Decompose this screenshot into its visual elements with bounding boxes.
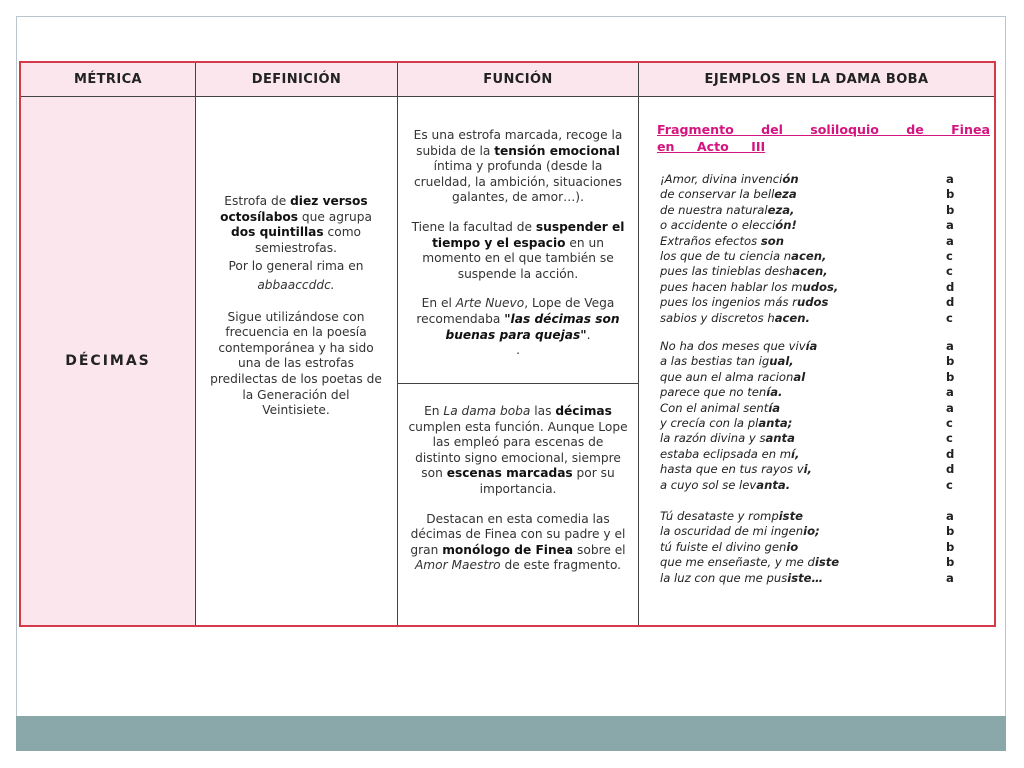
rhyme-letter: c (946, 249, 953, 263)
footer-band (16, 716, 1006, 751)
rhyme-letter: a (946, 570, 954, 585)
rhyme-letter: a (946, 218, 954, 233)
header-definicion: DEFINICIÓN (196, 63, 397, 96)
poem-line: que aun el alma racional (660, 369, 806, 384)
poem-line: Tú desataste y rompiste (660, 509, 803, 523)
poem-line: pues hacen hablar los mudos, (660, 279, 839, 294)
poem-line: estaba eclipsada en mí, (660, 446, 800, 461)
rhyme-letter: d (946, 446, 955, 461)
poem-line: y crecía con la planta; (660, 416, 793, 430)
poem-line: pues los ingenios más rudos (660, 295, 829, 310)
poem-line: No ha dos meses que vivía (660, 339, 818, 353)
poem-line: la razón divina y santa (660, 431, 795, 446)
column-divider-2 (397, 63, 398, 625)
rhyme-letter: a (946, 509, 954, 523)
funcion-divider (397, 383, 638, 384)
funcion-bottom-p1: En La dama boba las décimas cumplen esta función. Aunque Lope las empleó para escenas de distinto signo emocional, siempre son escenas marcadas por su importancia. (408, 404, 628, 496)
poem-line: sabios y discretos hacen. (660, 310, 810, 325)
definicion-p2: Por lo general rima en (228, 259, 364, 274)
poem-line: a las bestias tan igual, (660, 354, 794, 369)
rhyme-letter: b (946, 555, 955, 570)
rhyme-letter: d (946, 462, 955, 477)
rhyme-letter: d (946, 279, 955, 294)
funcion-bottom-cell (408, 404, 628, 574)
definicion-p1: Estrofa de diez versos octosílabos que agrupa dos quintillas como semiestrofas. (220, 194, 372, 255)
rhyme-letter: a (946, 385, 954, 400)
poem-line: Con el animal sentía (660, 400, 781, 415)
rhyme-letter: b (946, 369, 955, 384)
rhyme-letter: c (946, 264, 953, 279)
definicion-cell (208, 194, 384, 419)
rhyme-letter: b (946, 524, 955, 539)
poem-line: o accidente o elección! (660, 218, 797, 233)
rhyme-letter: c (946, 310, 953, 325)
rhyme-letter: c (946, 431, 953, 446)
header-metrica: MÉTRICA (21, 63, 195, 96)
rhyme-letter: b (946, 539, 955, 554)
poem-line: ¡Amor, divina invención (660, 172, 799, 186)
poem-line: los que de tu ciencia nacen, (660, 249, 827, 263)
poem-line: hasta que en tus rayos vi, (660, 462, 812, 477)
rhyme-letter: d (946, 295, 955, 310)
poem-line: que me enseñaste, y me diste (660, 555, 840, 570)
poem-line: tú fuiste el divino genio (660, 539, 799, 554)
rhyme-letter: c (946, 477, 953, 492)
rhyme-letter: b (946, 202, 955, 217)
poem-line: Extraños efectos son (660, 233, 784, 248)
definicion-p4: Sigue utilizándose con frecuencia en la poesía contemporánea y ha sido una de las estrofas predilectas de los poetas de la Generación del Veintisiete. (210, 309, 382, 418)
rhyme-letter: c (946, 416, 953, 430)
funcion-top-p2: Tiene la facultad de suspender el tiempo y el espacio en un momento en el que también se suspende la acción. (411, 219, 625, 281)
funcion-bottom-p2: Destacan en esta comedia las décimas de Finea con su padre y el gran monólogo de Finea sobre el Amor Maestro de este fragmento. (410, 511, 626, 573)
funcion-top-cell (408, 128, 628, 359)
rhyme-letter: b (946, 354, 955, 369)
funcion-top-p3: En el Arte Nuevo, Lope de Vega recomendaba "las décimas son buenas para quejas". (416, 296, 620, 342)
poem-line: de conservar la belleza (660, 187, 797, 202)
column-divider-1 (195, 63, 196, 625)
funcion-top-p1: Es una estrofa marcada, recoge la subida de la tensión emocional íntima y profunda (desde la crueldad, la ambición, situaciones galantes, de amor…). (413, 128, 623, 205)
fragment-title: Fragmento del soliloquio de Finea en Acto III (657, 122, 990, 154)
funcion-top-p4: . (516, 343, 520, 358)
poem-line: la luz con que me pusiste… (660, 570, 824, 585)
header-ejemplos: EJEMPLOS EN LA DAMA BOBA (639, 63, 994, 96)
poem-line: parece que no tenía. (660, 385, 783, 400)
rhyme-letter: a (946, 233, 954, 248)
header-divider (21, 96, 994, 97)
column-divider-3 (638, 63, 639, 625)
rhyme-letter: a (946, 339, 954, 353)
rhyme-letter: a (946, 400, 954, 415)
poem-line: la oscuridad de mi ingenio; (660, 524, 820, 539)
poem-line: de nuestra naturaleza, (660, 202, 795, 217)
definicion-p3: abbaaccddc. (257, 277, 335, 292)
poem-line: pues las tinieblas deshacen, (660, 264, 828, 279)
rhyme-letter: a (946, 172, 954, 186)
rhyme-letter: b (946, 187, 955, 202)
row-label-decimas: DÉCIMAS (65, 353, 151, 369)
header-funcion: FUNCIÓN (398, 63, 638, 96)
metrica-cell (21, 97, 195, 625)
poem-line: a cuyo sol se levanta. (660, 477, 791, 492)
